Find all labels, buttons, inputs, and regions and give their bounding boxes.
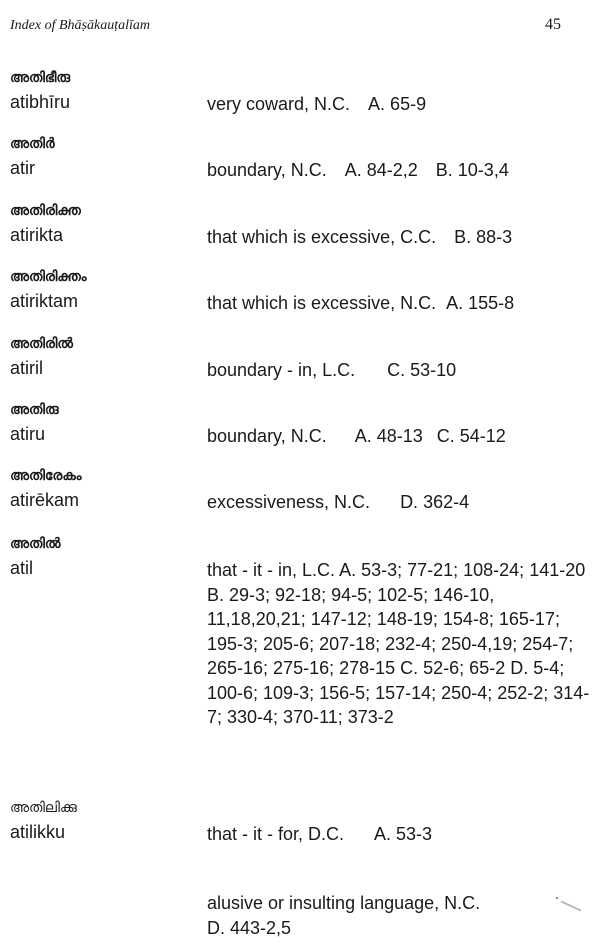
transliteration: atilikku — [10, 822, 66, 842]
meaning-text: excessiveness, N.C. — [207, 492, 371, 512]
transliteration: atirikta — [10, 225, 64, 245]
reference: D. 443-2,5 — [207, 917, 292, 938]
running-head: Index of Bhāṣākauṭalīam — [10, 18, 150, 33]
meaning-line — [207, 424, 592, 449]
meaning-text: alusive or insulting language, N.C. — [207, 893, 481, 913]
transliteration: atiriktam — [10, 291, 79, 311]
meaning-text: boundary, N.C. — [207, 160, 327, 180]
meaning-text: boundary, N.C. — [207, 426, 327, 446]
transliteration: atiril — [10, 358, 44, 378]
reference: B. 88-3 — [454, 227, 513, 247]
reference-list: A. 53-3; 77-21; 108-24; 141-20 B. 29-3; 92-18; 94-5; 102-5; 146-10, 11,18,20,21; 147-12; 148-19; 154-8; 165-17; 195-3; 205-6; 207-18; 232-4; 250-4,19; 254-7; 265-16; 275-16; 278-15 C. 52-6; 65-2 D. 5-4; 100-6; 109-3; 156-5; 157-14; 250-4; 252-2; 314-7; 330-4; 370-11; 373-2 — [207, 560, 590, 727]
reference: A. 155-8 — [446, 293, 515, 313]
meaning-block — [207, 558, 592, 730]
meaning-text: that - it - for, D.C. — [207, 824, 345, 844]
transliteration: atiru — [10, 424, 46, 444]
reference: A. 65-9 — [368, 94, 427, 114]
meaning-line — [207, 158, 592, 183]
meaning-text: very coward, N.C. — [207, 94, 351, 114]
meaning-text: that which is excessive, N.C. — [207, 293, 437, 313]
malayalam-headword: അതിഭീരു — [10, 70, 71, 86]
malayalam-headword: അതിരേകം — [10, 468, 82, 484]
meaning-line — [207, 822, 592, 847]
meaning-line — [207, 92, 592, 117]
transliteration: atirēkam — [10, 490, 80, 510]
meaning-line — [207, 490, 592, 515]
malayalam-headword: അതിരു — [10, 402, 59, 418]
meaning-text: boundary - in, L.C. — [207, 360, 356, 380]
transliteration: atibhīru — [10, 92, 71, 112]
reference: D. 362-4 — [400, 492, 470, 512]
malayalam-headword: അതിരിൽ — [10, 336, 73, 352]
transliteration: atil — [10, 558, 34, 578]
reference: A. 48-13 — [354, 426, 423, 446]
transliteration: atir — [10, 158, 36, 178]
reference: C. 54-12 — [436, 426, 506, 446]
reference: C. 53-10 — [387, 360, 457, 380]
scan-mark — [556, 897, 558, 899]
reference: B. 10-3,4 — [435, 160, 509, 180]
trailing-entry — [207, 891, 592, 940]
malayalam-headword: അതിലിക്കു — [10, 800, 77, 816]
reference: A. 53-3 — [374, 824, 433, 844]
malayalam-headword: അതിരിക്തം — [10, 269, 87, 285]
page-number: 45 — [545, 16, 561, 33]
meaning-text: that which is excessive, C.C. — [207, 227, 437, 247]
malayalam-headword: അതിൽ — [10, 536, 61, 552]
meaning-line — [207, 291, 592, 316]
reference: A. 84-2,2 — [344, 160, 418, 180]
malayalam-headword: അതിരിക്ത — [10, 203, 81, 219]
meaning-line — [207, 225, 592, 250]
meaning-text: that - it - in, L.C. — [207, 560, 336, 580]
meaning-line — [207, 358, 592, 383]
malayalam-headword: അതിർ — [10, 136, 55, 152]
